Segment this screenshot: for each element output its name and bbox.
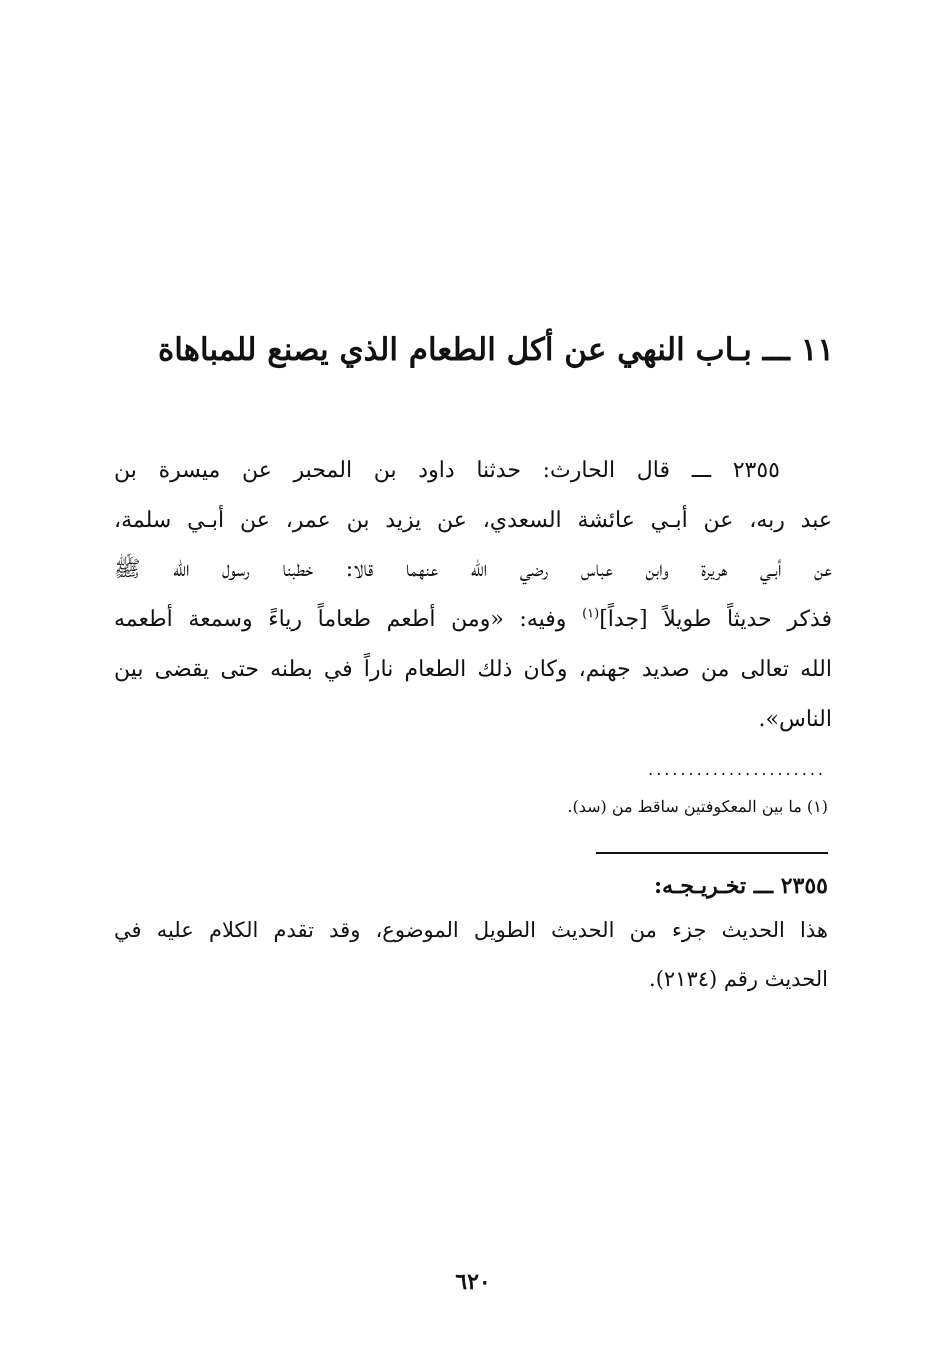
hadith-line-4-start: فذكر حديثاً طويلاً [جداً]	[599, 607, 832, 633]
takhrij-heading: ٢٣٥٥ ـــ تخـريـجـه:	[654, 873, 828, 899]
hadith-line-2: عبد ربه، عن أبـي عائشة السعدي، عن يزيد بن عمر، عن أبـي سلمة،	[114, 507, 832, 533]
hadith-2355-text	[114, 446, 832, 744]
page-number: ٦٢٠	[455, 1269, 491, 1295]
footnote-separator: ......................	[648, 760, 826, 779]
hadith-line-4	[114, 595, 832, 645]
takhrij-text	[114, 906, 828, 1004]
hadith-line-4-rest: وفيه: «ومن أطعم طعاماً رياءً وسمعة أطعمه	[114, 607, 583, 633]
hadith-line-6: الناس».	[758, 706, 832, 732]
hadith-line-1: ٢٣٥٥ ـــ قال الحارث: حدثنا داود بن المحبر عن ميسرة بن	[114, 458, 780, 483]
takhrij-line-1: هذا الحديث جزء من الحديث الطويل الموضوع، وقد تقدم الكلام عليه في	[114, 918, 828, 942]
footnote-marker: (١)	[582, 606, 600, 622]
takhrij-line-2: الحديث رقم (٢١٣٤).	[649, 967, 828, 991]
hadith-line-3: عن أبـي هريرة وابن عباس رضي الله عنهما قالا: خطبنا رسول الله ﷺ	[114, 557, 832, 583]
section-divider	[596, 852, 828, 854]
hadith-line-5: الله تعالى من صديد جهنم، وكان ذلك الطعام ناراً في بطنه حتى يقضى بين	[114, 656, 832, 682]
footnote-1: (١) ما بين المعكوفتين ساقط من (سد).	[567, 797, 828, 816]
chapter-title: ١١ ـــ بـاب النهي عن أكل الطعام الذي يصنع للمباهاة	[157, 332, 834, 368]
